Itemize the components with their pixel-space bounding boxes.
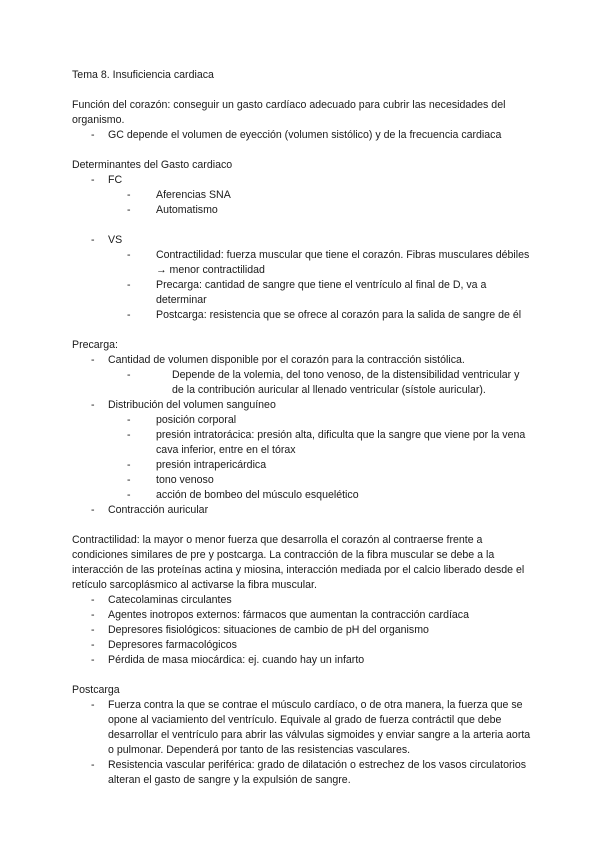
list-item-sub [72,368,534,398]
list-item-sub: - tono venoso [72,473,534,488]
determinantes-list [72,173,534,218]
list-item: - Fuerza contra la que se contrae el músculo cardíaco, o de otra manera, la fuerza que se opone al vaciamiento del ventrículo. Equivale al grado de fuerza contráctil que debe desarrollar el ventrículo para abrir las válvulas sigmoides y enviar sangre a la arteria aorta o pulmonar. Dependerá por tanto de las resistencias vasculares. [72,698,534,758]
document-page [72,68,534,788]
intro-paragraph: Función del corazón: conseguir un gasto cardíaco adecuado para cubrir las necesidades del organismo. [72,99,506,126]
list-item: - Pérdida de masa miocárdica: ej. cuando hay un infarto [72,653,534,668]
list-item: - Automatismo [72,203,534,218]
list-item-sub: - presión intratorácica: presión alta, dificulta que la sangre que viene por la vena cava inferior, entre en el tórax [72,428,534,458]
list-item-sub: - presión intrapericárdica [72,458,534,473]
document-title: Tema 8. Insuficiencia cardiaca [72,69,214,81]
list-item-sub: - acción de bombeo del músculo esquelético [72,488,534,503]
list-item: - Catecolaminas circulantes [72,593,534,608]
list-item: - Depresores farmacológicos [72,638,534,653]
list-item: - Resistencia vascular periférica: grado de dilatación o estrechez de los vasos circulatorios alteran el gasto de sangre y la expulsión de sangre. [72,758,534,788]
list-item: - Agentes inotropos externos: fármacos que aumentan la contracción cardíaca [72,608,534,623]
section-heading-postcarga: Postcarga [72,684,120,696]
intro-list [72,128,534,143]
list-item-sub-text: Depende de la volemia, del tono venoso, de la distensibilidad ventricular y de la contribución auricular al llenado ventricular (sístole auricular). [172,369,520,396]
list-item: - Precarga: cantidad de sangre que tiene el ventrículo al final de D, va a determinar [72,278,534,308]
vs-list [72,233,534,323]
section-heading-precarga: Precarga: [72,339,118,351]
list-item: - Distribución del volumen sanguíneo [72,398,534,413]
precarga-list [72,353,534,518]
list-item: - Depresores fisiológicos: situaciones de cambio de pH del organismo [72,623,534,638]
list-item-vs: - VS [72,233,534,248]
contractilidad-paragraph: Contractilidad: la mayor o menor fuerza que desarrolla el corazón al contraerse frente a condiciones similares de pre y postcarga. La contracción de la fibra muscular se debe a la interacción de las proteínas actina y miosina, interacción mediada por el calcio liberado desde el retículo sarcoplásmico al activarse la fibra muscular. [72,534,525,591]
list-item: - Contractilidad: fuerza muscular que tiene el corazón. Fibras musculares débiles → menor contractilidad [72,248,534,278]
list-item: - Contracción auricular [72,503,534,518]
contractilidad-list [72,593,534,668]
list-item: - GC depende el volumen de eyección (volumen sistólico) y de la frecuencia cardiaca [72,128,534,143]
list-item-fc: - FC [72,173,534,188]
list-item: - Cantidad de volumen disponible por el corazón para la contracción sistólica. [72,353,534,368]
list-item-sub: - posición corporal [72,413,534,428]
list-item: - Aferencias SNA [72,188,534,203]
postcarga-list [72,698,534,788]
section-heading-determinantes: Determinantes del Gasto cardiaco [72,159,233,171]
list-item: - Postcarga: resistencia que se ofrece al corazón para la salida de sangre de él [72,308,534,323]
